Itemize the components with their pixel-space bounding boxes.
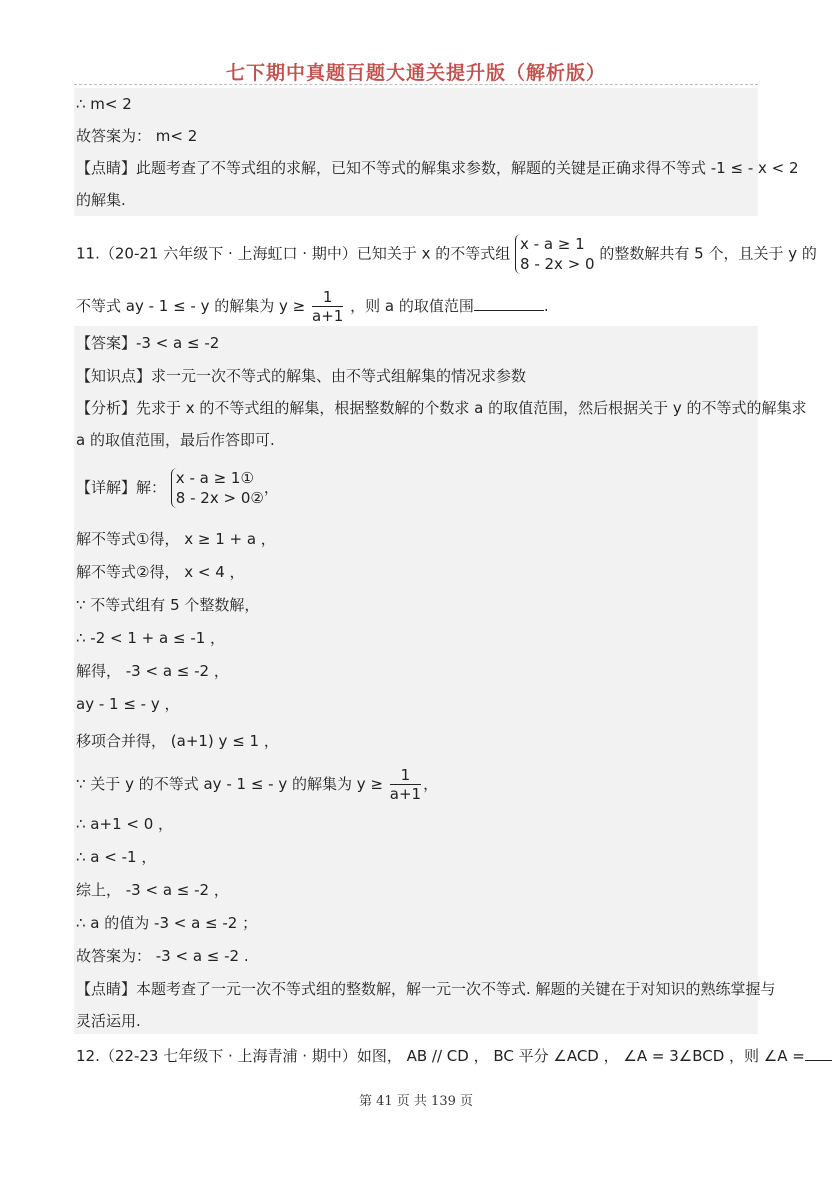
step-7: 移项合并得， (a+1) y ≤ 1 ， — [76, 732, 279, 750]
q11-inequality-system — [515, 234, 595, 274]
prev-line-4: 的解集. — [76, 191, 126, 209]
q11-stem-c: 不等式 ay - 1 ≤ - y 的解集为 y ≥ — [76, 297, 306, 315]
point-line-2: 灵活运用. — [76, 1012, 141, 1030]
step-13: 故答案为： -3 < a ≤ -2 . — [76, 947, 249, 965]
prev-line-1: ∴ m< 2 — [76, 95, 132, 113]
step-8-denominator: a+1 — [389, 785, 422, 803]
q11-fraction — [312, 288, 343, 325]
q11-stem-line-2 — [76, 288, 549, 325]
detail-line — [76, 468, 279, 508]
header-divider — [74, 84, 758, 85]
q11-stem-d: ，则 a 的取值范围 — [350, 297, 474, 315]
knowledge-line: 【知识点】求一元一次不等式的解集、由不等式组解集的情况求参数 — [76, 367, 527, 385]
step-1: 解不等式①得， x ≥ 1 + a ， — [76, 530, 276, 548]
document-header: 七下期中真题百题大通关提升版（解析版） — [225, 62, 606, 84]
step-8-fraction — [390, 766, 421, 803]
detail-label: 【详解】解： — [76, 478, 167, 497]
prev-solution-block — [74, 88, 758, 216]
q11-answer-blank — [474, 296, 544, 311]
step-11: 综上， -3 < a ≤ -2 ， — [76, 881, 229, 899]
detail-inequality-system — [171, 468, 264, 508]
step-3: ∵ 不等式组有 5 个整数解， — [76, 596, 260, 614]
q11-stem-e: . — [543, 297, 549, 315]
q11-system-row-1: x - a ≥ 1 — [520, 235, 585, 253]
step-8-text: ∵ 关于 y 的不等式 ay - 1 ≤ - y 的解集为 y ≥ — [76, 775, 383, 793]
analysis-line-2: a 的取值范围，最后作答即可. — [76, 431, 275, 449]
step-12: ∴ a 的值为 -3 < a ≤ -2 ； — [76, 914, 258, 932]
q12-stem — [76, 1046, 832, 1066]
step-5: 解得， -3 < a ≤ -2 ， — [76, 662, 229, 680]
prev-line-2: 故答案为： m< 2 — [76, 127, 198, 145]
step-8-tail: ， — [423, 775, 439, 793]
step-8-numerator: 1 — [390, 766, 421, 785]
point-line-1: 【点睛】本题考查了一元一次不等式组的整数解，解一元一次不等式. 解题的关键在于对知识的熟练掌握与 — [76, 980, 776, 998]
step-4: ∴ -2 < 1 + a ≤ -1 ， — [76, 629, 226, 647]
prev-line-3: 【点睛】此题考查了不等式组的求解，已知不等式的解集求参数，解题的关键是正确求得不等式 -1 ≤ - x < 2 — [76, 159, 799, 177]
q11-fraction-numerator: 1 — [312, 288, 343, 307]
analysis-line-1: 【分析】先求于 x 的不等式组的解集，根据整数解的个数求 a 的取值范围，然后根据关于 y 的不等式的解集求 — [76, 399, 807, 417]
q11-stem-b: 的整数解共有 5 个，且关于 y 的 — [599, 244, 817, 263]
step-9: ∴ a+1 < 0 ， — [76, 815, 174, 833]
detail-system-row-1: x - a ≥ 1① — [175, 469, 254, 487]
answer-line: 【答案】-3 < a ≤ -2 — [76, 334, 220, 352]
detail-system-tail: ， — [263, 478, 279, 497]
q11-stem-a: 11.（20-21 六年级下 · 上海虹口 · 期中）已知关于 x 的不等式组 — [76, 244, 511, 263]
q11-fraction-denominator: a+1 — [312, 307, 344, 325]
q11-stem-line-1 — [76, 234, 817, 274]
step-10: ∴ a < -1 ， — [76, 848, 157, 866]
step-2: 解不等式②得， x < 4 ， — [76, 563, 245, 581]
q11-system-row-2: 8 - 2x > 0 — [520, 255, 595, 273]
q12-answer-blank — [805, 1046, 832, 1061]
q12-stem-text: 12.（22-23 七年级下 · 上海青浦 · 期中）如图， AB // CD ， BC 平分 ∠ACD ， ∠A = 3∠BCD ，则 ∠A = — [76, 1047, 805, 1065]
page-number: 第 41 页 共 139 页 — [358, 1094, 474, 1109]
step-8 — [76, 766, 438, 803]
step-6: ay - 1 ≤ - y ， — [76, 695, 180, 713]
detail-system-row-2: 8 - 2x > 0② — [175, 489, 264, 507]
